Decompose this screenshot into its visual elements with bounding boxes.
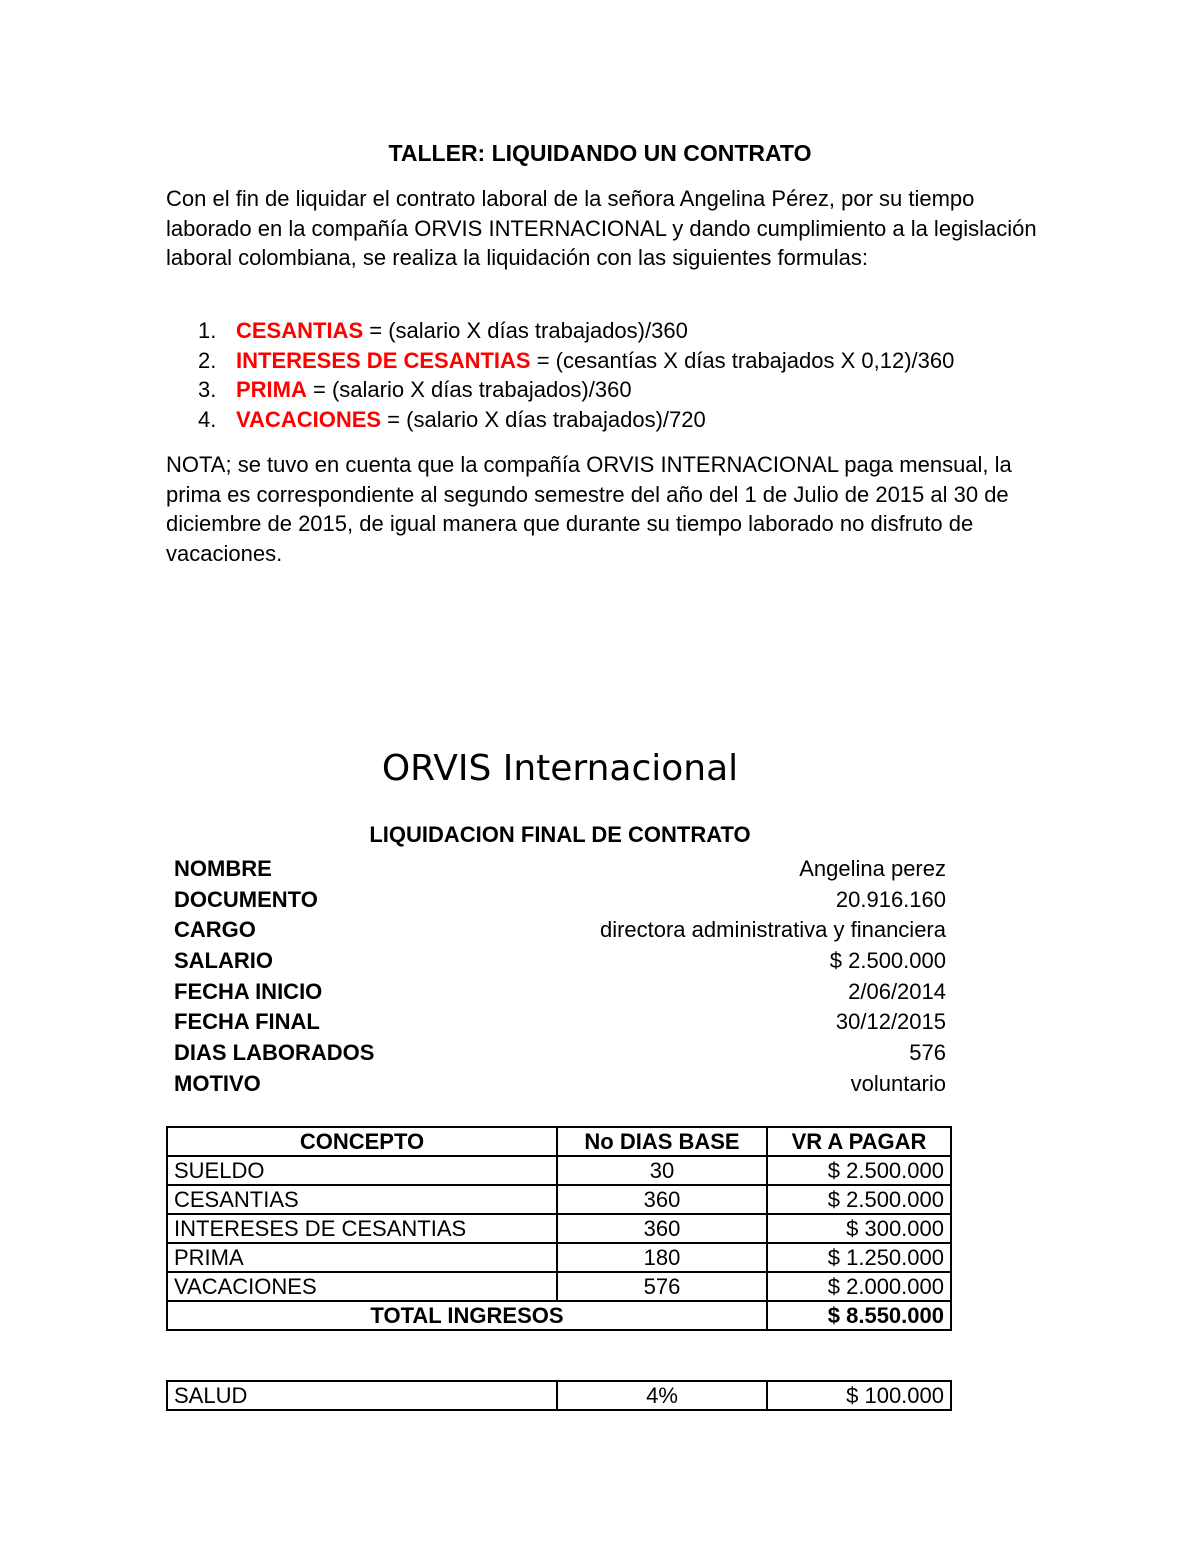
table-cell: 30 — [557, 1156, 767, 1185]
formula-expression: = (salario X días trabajados)/720 — [381, 406, 706, 432]
formula-number: 4. — [198, 406, 217, 432]
info-row-fecha-final — [174, 1007, 946, 1038]
formula-term: INTERESES DE CESANTIAS — [236, 347, 531, 373]
info-value: 576 — [909, 1040, 946, 1066]
formula-item-prima — [198, 375, 954, 405]
info-row-dias-laborados — [174, 1038, 946, 1069]
info-label: FECHA INICIO — [174, 978, 323, 1004]
total-row — [167, 1301, 951, 1330]
formula-expression: = (salario X días trabajados)/360 — [306, 377, 632, 402]
liquidation-subtitle: LIQUIDACION FINAL DE CONTRATO — [369, 822, 751, 847]
table-row — [167, 1156, 951, 1185]
table-cell: 4% — [557, 1381, 767, 1410]
table-cell: PRIMA — [167, 1243, 557, 1272]
table-cell: SUELDO — [167, 1156, 557, 1185]
table-row — [167, 1272, 951, 1301]
info-label: NOMBRE — [174, 856, 272, 881]
info-label: DIAS LABORADOS — [174, 1040, 375, 1066]
formula-item-intereses — [198, 346, 954, 376]
info-label: DOCUMENTO — [174, 886, 318, 912]
info-label: FECHA FINAL — [174, 1009, 320, 1035]
deductions-table — [166, 1380, 952, 1411]
info-value: voluntario — [850, 1070, 946, 1096]
info-row-cargo — [174, 915, 946, 946]
employee-info — [174, 854, 946, 1100]
info-label: SALARIO — [174, 948, 273, 974]
total-label: TOTAL INGRESOS — [167, 1301, 767, 1330]
info-row-motivo — [174, 1069, 946, 1100]
table-cell: $ 100.000 — [767, 1381, 951, 1410]
formula-number: 1. — [198, 318, 217, 343]
table-cell: 360 — [557, 1185, 767, 1214]
info-value: 2/06/2014 — [848, 978, 946, 1004]
formula-term: VACACIONES — [236, 406, 382, 432]
table-cell: VACACIONES — [167, 1272, 557, 1301]
table-cell: 576 — [557, 1272, 767, 1301]
formula-item-vacaciones — [198, 405, 954, 435]
intro-paragraph: Con el fin de liquidar el contrato laboral de la señora Angelina Pérez, por su tiempo laborado en la compañía ORVIS INTERNACIONAL y dando cumplimiento a la legislación laboral colombiana, se realiza la liquidación con las siguientes formulas: — [166, 186, 1037, 270]
table-cell: INTERESES DE CESANTIAS — [167, 1214, 557, 1243]
column-header: VR A PAGAR — [767, 1127, 951, 1156]
formula-expression: = (salario X días trabajados)/360 — [363, 318, 688, 343]
note-paragraph: NOTA; se tuvo en cuenta que la compañía ORVIS INTERNACIONAL paga mensual, la prima es correspondiente al segundo semestre del año del 1 de Julio de 2015 al 30 de diciembre de 2015, de igual manera que durante su tiempo laborado no disfruto de vacaciones. — [166, 452, 1012, 566]
info-value: Angelina perez — [799, 856, 946, 881]
column-header: CONCEPTO — [167, 1127, 557, 1156]
formula-item-cesantias — [198, 316, 954, 346]
table-cell: $ 2.000.000 — [767, 1272, 951, 1301]
table-cell: 360 — [557, 1214, 767, 1243]
formula-term: PRIMA — [236, 377, 307, 402]
table-cell: $ 2.500.000 — [767, 1156, 951, 1185]
page-title: TALLER: LIQUIDANDO UN CONTRATO — [388, 140, 812, 166]
table-row — [167, 1214, 951, 1243]
formula-list — [198, 316, 954, 434]
formula-term: CESANTIAS — [236, 318, 364, 343]
table-cell: $ 300.000 — [767, 1214, 951, 1243]
table-cell: SALUD — [167, 1381, 557, 1410]
info-value: directora administrativa y financiera — [599, 917, 946, 943]
formula-number: 3. — [198, 377, 217, 402]
info-label: MOTIVO — [174, 1070, 261, 1096]
info-label: CARGO — [174, 917, 256, 943]
formula-expression: = (cesantías X días trabajados X 0,12)/360 — [530, 347, 955, 373]
table-cell: CESANTIAS — [167, 1185, 557, 1214]
info-value: 20.916.160 — [835, 886, 946, 912]
info-value: 30/12/2015 — [835, 1009, 946, 1035]
formula-number: 2. — [198, 347, 217, 373]
info-row-documento — [174, 885, 946, 916]
info-row-nombre — [174, 854, 946, 885]
table-cell: $ 1.250.000 — [767, 1243, 951, 1272]
info-row-salario — [174, 946, 946, 977]
table-row — [167, 1185, 951, 1214]
table-cell: $ 2.500.000 — [767, 1185, 951, 1214]
table-cell: 180 — [557, 1243, 767, 1272]
liquidation-table — [166, 1126, 952, 1331]
table-row — [167, 1381, 951, 1410]
column-header: No DIAS BASE — [557, 1127, 767, 1156]
info-row-fecha-inicio — [174, 977, 946, 1008]
info-value: $ 2.500.000 — [829, 948, 946, 974]
total-value: $ 8.550.000 — [767, 1301, 951, 1330]
table-header-row — [167, 1127, 951, 1156]
table-row — [167, 1243, 951, 1272]
company-name: ORVIS Internacional — [381, 748, 739, 789]
